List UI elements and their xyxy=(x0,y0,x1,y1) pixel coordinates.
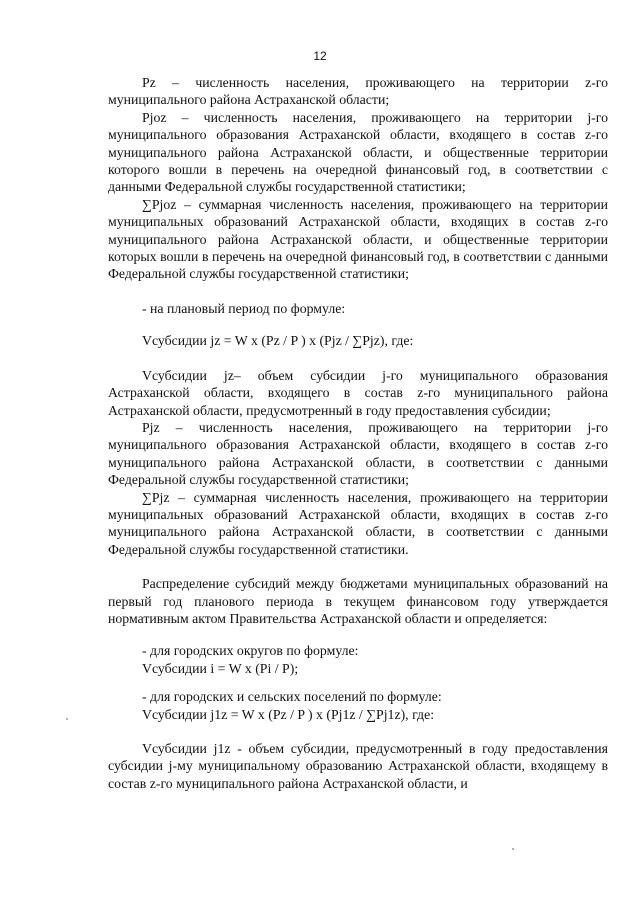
city-districts-intro: - для городских округов по формуле: xyxy=(142,643,359,659)
settlements-intro: - для городских и сельских поселений по формуле: xyxy=(142,689,442,705)
definition-v-j1z: Vсубсидии j1z - объем субсидии, предусмотренный в году предоставления субсидии j-му муниципальному образованию Астраханской области, входящему в состав z-го муниципального района Астраханской области, и xyxy=(108,741,608,791)
definition-v-jz: Vсубсидии jz– объем субсидии j-го муниципального образования Астраханской области, входящего в состав z-го муниципального района Астраханской области, предусмотренный в году предоставления субсидии; xyxy=(108,367,608,418)
formula-i: Vсубсидии i = W x (Pi / P); xyxy=(142,660,299,676)
definition-sum-pjoz: ∑Pjoz – суммарная численность населения, проживающего на территории муниципальных образований Астраханской области, входящих в состав z-го муниципального района Астраханской области, и общественные территории которых вошли в перечень на очередной финансовый год, в соответствии с данными Федеральной службы государственной статистики; xyxy=(108,196,608,282)
definition-pjz: Pjz – численность населения, проживающего на территории j-го муниципального образования Астраханской области, входящего в состав z-го муниципального района Астраханской области, в соответствии с данными Федеральной службы государственной статистики; xyxy=(108,419,608,488)
scan-speck xyxy=(66,718,68,720)
document-body xyxy=(108,74,608,792)
definition-sum-pjz: ∑Pjz – суммарная численность населения, проживающего на территории муниципальных образований Астраханской области, входящих в состав z-го муниципального района Астраханской области, в соответствии с данными Федеральной службы государственной статистики. xyxy=(108,489,608,557)
planned-period-intro: - на плановый период по формуле: xyxy=(142,300,346,316)
page-number: 12 xyxy=(313,49,327,63)
definition-pz: Pz – численность населения, проживающего на территории z-го муниципального района Астраханской области; xyxy=(108,75,608,108)
formula-j1z: Vсубсидии j1z = W x (Pz / P ) x (Pj1z / ∑Pj1z), где: xyxy=(142,706,435,722)
distribution-paragraph: Распределение субсидий между бюджетами муниципальных образований на первый год планового периода в текущем финансовом году утверждается нормативным актом Правительства Астраханской области и определяется: xyxy=(108,576,608,626)
formula-jz: Vсубсидии jz = W x (Pz / P ) x (Pjz / ∑Pjz), где: xyxy=(142,333,414,349)
definition-pjoz: Pjoz – численность населения, проживающего на территории j-го муниципального образования Астраханской области, входящего в состав z-го муниципального района Астраханской области, и общественные территории которого вошли в перечень на очередной финансовый год, в соответствии с данными Федеральной службы государственной статистики; xyxy=(108,109,608,195)
scan-speck xyxy=(512,848,514,850)
